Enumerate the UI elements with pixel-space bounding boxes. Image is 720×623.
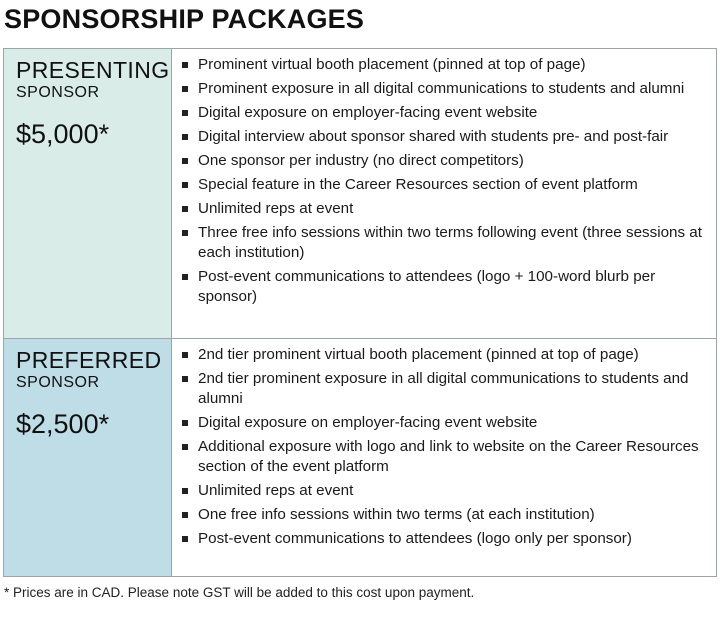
- package-row-presenting: [4, 49, 716, 339]
- footnote: * Prices are in CAD. Please note GST will be added to this cost upon payment.: [4, 585, 475, 600]
- feature-item: Special feature in the Career Resources section of event platform: [180, 175, 710, 195]
- feature-item: Digital exposure on employer-facing event website: [180, 103, 710, 123]
- package-price: $5,000*: [16, 119, 110, 149]
- packages-table: [3, 48, 717, 577]
- page-title: SPONSORSHIP PACKAGES: [4, 4, 365, 34]
- feature-list: [180, 345, 710, 549]
- feature-item: Prominent exposure in all digital communications to students and alumni: [180, 79, 710, 99]
- package-subtitle: SPONSOR: [16, 374, 100, 391]
- package-name: PRESENTING: [16, 57, 170, 83]
- package-name: PREFERRED: [16, 347, 162, 373]
- feature-item: Three free info sessions within two terms following event (three sessions at each institution): [180, 223, 710, 263]
- package-subtitle: SPONSOR: [16, 84, 100, 101]
- feature-item: Prominent virtual booth placement (pinned at top of page): [180, 55, 710, 75]
- feature-item: Digital exposure on employer-facing event website: [180, 413, 710, 433]
- feature-item: Post-event communications to attendees (logo + 100-word blurb per sponsor): [180, 267, 710, 307]
- package-price: $2,500*: [16, 409, 110, 439]
- feature-item: One sponsor per industry (no direct competitors): [180, 151, 710, 171]
- feature-item: Unlimited reps at event: [180, 481, 710, 501]
- feature-list: [180, 55, 710, 307]
- feature-item: Unlimited reps at event: [180, 199, 710, 219]
- package-features-cell: [172, 339, 716, 576]
- package-row-preferred: [4, 339, 716, 576]
- feature-item: 2nd tier prominent exposure in all digital communications to students and alumni: [180, 369, 710, 409]
- feature-item: 2nd tier prominent virtual booth placement (pinned at top of page): [180, 345, 710, 365]
- package-features-cell: [172, 49, 716, 338]
- package-header-cell: [4, 339, 172, 576]
- feature-item: Post-event communications to attendees (logo only per sponsor): [180, 529, 710, 549]
- feature-item: One free info sessions within two terms (at each institution): [180, 505, 710, 525]
- feature-item: Digital interview about sponsor shared with students pre- and post-fair: [180, 127, 710, 147]
- feature-item: Additional exposure with logo and link to website on the Career Resources section of the event platform: [180, 437, 710, 477]
- package-header-cell: [4, 49, 172, 338]
